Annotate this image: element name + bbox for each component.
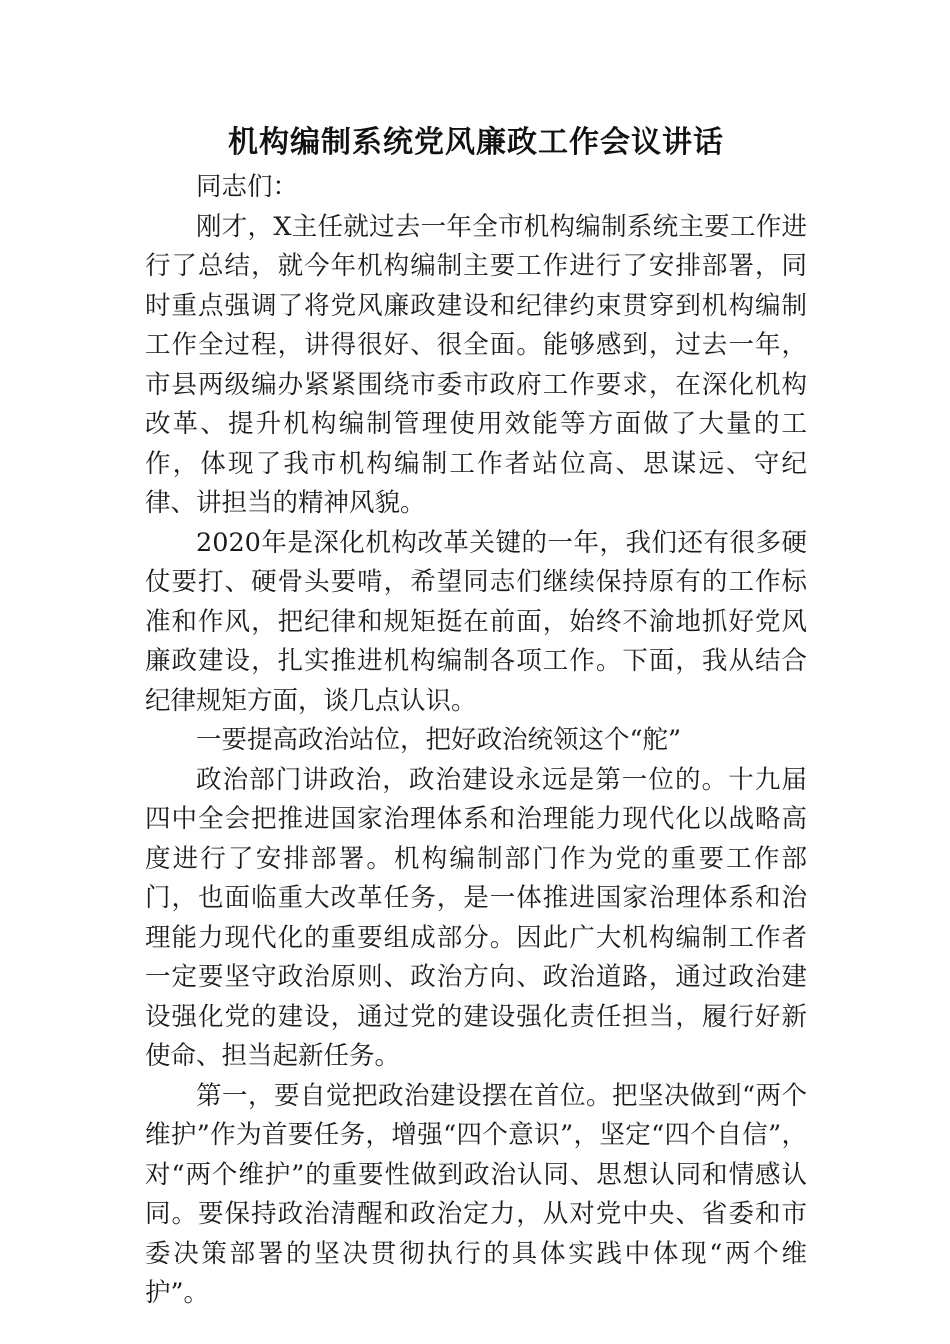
section-heading-1: 一要提高政治站位，把好政治统领这个“舵” — [196, 725, 682, 755]
greeting: 同志们： — [196, 172, 299, 202]
document-page — [145, 118, 807, 1314]
paragraph-intro: 刚才，X主任就过去一年全市机构编制系统主要工作进行了总结，就今年机构编制主要工作进行了安排部署，同时重点强调了将党风廉政建设和纪律约束贯穿到机构编制工作全过程，讲得很好、很全面。能够感到，过去一年，市县两级编办紧紧围绕市委市政府工作要求，在深化机构改革、提升机构编制管理使用效能等方面做了大量的工作，体现了我市机构编制工作者站位高、思谋远、守纪律、讲担当的精神风貌。 — [145, 211, 807, 518]
paragraph-politics: 政治部门讲政治，政治建设永远是第一位的。十九届四中全会把推进国家治理体系和治理能力现代化以战略高度进行了安排部署。机构编制部门作为党的重要工作部门，也面临重大改革任务，是一体推进国家治理体系和治理能力现代化的重要组成部分。因此广大机构编制工作者一定要坚守政治原则、政治方向、政治道路，通过政治建设强化党的建设，通过党的建设强化责任担当，履行好新使命、担当起新任务。 — [145, 764, 807, 1071]
document-title: 机构编制系统党风廉政工作会议讲话 — [228, 125, 724, 160]
paragraph-first-point: 第一，要自觉把政治建设摆在首位。把坚决做到“两个维护”作为首要任务，增强“四个意识”，坚定“四个自信”，对“两个维护”的重要性做到政治认同、思想认同和情感认同。要保持政治清醒和政治定力，从对党中央、省委和市委决策部署的坚决贯彻执行的具体实践中体现“两个维护”。 — [145, 1080, 807, 1308]
paragraph-2020: 2020年是深化机构改革关键的一年，我们还有很多硬仗要打、硬骨头要啃，希望同志们继续保持原有的工作标准和作风，把纪律和规矩挺在前面，始终不渝地抓好党风廉政建设，扎实推进机构编制各项工作。下面，我从结合纪律规矩方面，谈几点认识。 — [145, 527, 807, 716]
